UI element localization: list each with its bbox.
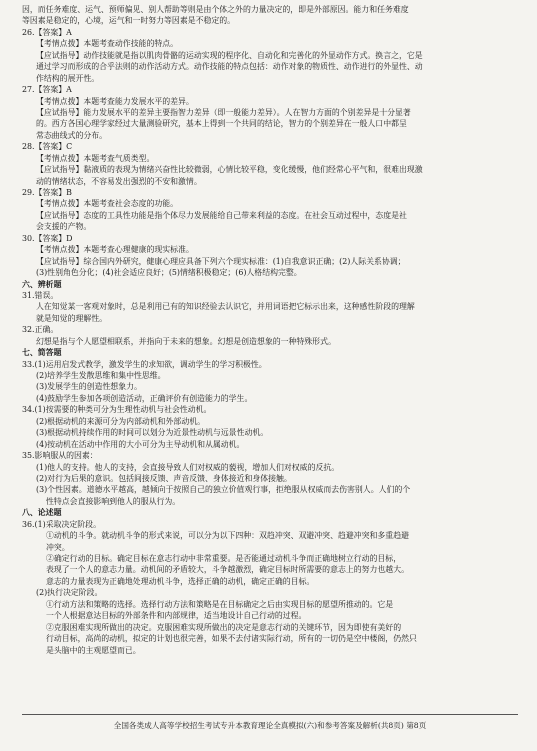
text-line: 【应试指导】态度的工具性功能是指个体尽力发展能给自己带来利益的态度。在社会互动过程中，态度是社 [36,210,407,220]
text-line: 性特点会直接影响到他人的服从行为。 [46,496,181,506]
text-line: 【应试指导】能力发展水平的差异主要指智力差异（即一般能力差异）。人在智力方面的个别差异是十分显著 [36,107,411,117]
text-line: (3)发展学生的创造性想象力。 [36,382,142,392]
section-heading: 八、论述题 [22,508,62,518]
text-line: 会支援的产物。 [36,222,92,232]
text-line: 【考情点拨】本题考查心理健康的现实标准。 [36,245,194,255]
text-line: 意志的力量表现为正确地处理动机斗争，选择正确的动机，确定正确的目标。 [46,576,315,586]
text-line: (2)培养学生发散思维和集中性思维。 [36,371,166,380]
text-line: 【应试指导】综合国内外研究，健康心理应具备下列六个现实标准：(1)自我意识正确；(2)人际关系协调； [36,256,406,266]
text-line: 表现了一个人的意志力量。动机间的矛盾较大，斗争越激烈，确定目标时所需要的意志上的努力也越大。 [46,565,409,575]
text-line: (4)鼓励学生参加各项创造活动，正确评价有创造能力的学生。 [36,393,253,403]
text-line: 常态曲线式的分布。 [36,130,108,140]
text-line: 32.正确。 [22,325,59,335]
text-line: 的。西方各国心理学家经过大量测验研究，基本上得到一个共同的结论，智力的个别差异在一般人口中都呈 [36,119,407,129]
text-line: 是头脑中的主观愿望而已。 [46,645,141,655]
text-line: 35.影响服从的因素： [22,451,98,461]
text-line: 28.【答案】C [22,142,73,152]
text-line: 动的情绪状态，不容易发出强烈的不安和激情。 [36,176,202,186]
text-line: (4)按动机在活动中作用的大小可分为主导动机和从属动机。 [36,439,245,449]
text-line: 33.(1)运用启发式教学，激发学生的求知欲，调动学生的学习积极性。 [22,359,267,369]
text-line: ①动机的斗争。就动机斗争的形式来说，可以分为以下四种：双趋冲突、双避冲突、趋避冲突和多重趋避 [46,531,409,541]
text-line: (3)个性因素。道德水平越高，越倾向于按照自己的独立价值观行事，拒绝服从权威而去伤害别人。人们的个 [36,485,411,495]
text-line: (2)对行为后果的意识。包括间接反馈、声音反馈、身体接近和身体接触。 [36,473,292,483]
text-line: 幻想是指与个人愿望相联系，并指向于未来的想象。幻想是创造想象的一种特殊形式。 [36,336,336,346]
text-line: 行动目标，高尚的动机，拟定的计划也很完善，如果不去付诸实际行动，所有的一切仍是空中楼阁，仍然只 [46,634,417,644]
text-line: (3)性别角色分化；(4)社会适应良好；(5)情绪积极稳定；(6)人格结构完整。 [36,268,302,278]
text-line: 等因素是稳定的，心境，运气和一时努力等因素是不稳定的。 [22,16,236,26]
text-line: 【考情点拨】本题考查动作技能的特点。 [36,39,179,49]
page-footer: 全国各类成人高等学校招生考试专升本教育理论全真模拟(六)和参考答案及解析(共8页) 第8页 [22,714,518,731]
section-heading: 七、简答题 [22,348,62,358]
text-line: 通过学习而形成的合乎法则的动作活动方式。动作技能的特点包括：动作对象的物质性、动作进行的外显性、动 [36,62,423,72]
text-line: ②确定行动的目标。确定目标在意志行动中非常重要。是否能通过动机斗争而正确地树立行动的目标， [46,554,402,563]
text-line: 30.【答案】D [22,233,73,243]
text-line: 31.错误。 [22,290,59,300]
text-line: 【应试指导】动作技能就是指以肌肉骨骼的运动实现的程序化、自动化和完善化的外显动作方式。换言之，它是 [36,50,423,60]
text-line: 34.(1)按需要的种类可分为生理性动机与社会性动机。 [22,405,212,415]
text-line: ①行动方法和策略的选择。选择行动方法和策略是在目标确定之后由实现目标的愿望所推动的。它是 [46,599,394,609]
text-line: (2)根据动机的来源可分为内部动机和外部动机。 [36,416,205,426]
text-line: 就是知觉的理解性。 [36,313,108,323]
text-line: 人在知觉某一客观对象时，总是利用已有的知识经验去认识它，并用词语把它标示出来，这种感性阶段的理解 [36,302,415,312]
text-line: ②克服困难实现所做出的决定。克服困难实现所做出的决定是意志行动的关键环节，因为即使有美好的 [46,622,402,632]
text-line: 冲突。 [46,542,70,552]
text-line: 一个人根据意达目标的外部条件和内部规律，适当地设计自己行动的过程。 [46,611,307,621]
text-line: 【考情点拨】本题考查社会态度的功能。 [36,199,179,209]
text-line: 29.【答案】B [22,188,72,197]
text-line: 36.(1)采取决定阶段。 [22,519,101,529]
text-line: 27.【答案】A [22,85,72,95]
text-line: 【考情点拨】本题考查能力发展水平的差异。 [36,96,194,106]
text-line: 作结构的展开性。 [36,73,100,83]
text-line: 【考情点拨】本题考查气质类型。 [36,153,155,163]
text-line: 【应试指导】黏液质的表现为情绪兴奋性比较微弱，心情比较平稳，变化缓慢，他们经常心平气和，很难出现激 [36,165,423,175]
text-line: (3)根据动机持续作用的时间可以划分为近景性动机与远景性动机。 [36,428,269,438]
answer-text-body [22,4,522,656]
text-line: 因，而任务难度、运气、预师偏见、别人帮助等则是由个体之外的力量决定的，即是外部原因。能力和任务难度 [22,5,409,14]
text-line: (2)执行决定阶段。 [36,588,103,598]
text-line: 26.【答案】A [22,27,72,37]
section-heading: 六、辨析题 [22,279,62,289]
text-line: (1)他人的支持。他人的支持，会直接导致人们对权威的藐视，增加人们对权威的反抗。 [36,462,340,472]
